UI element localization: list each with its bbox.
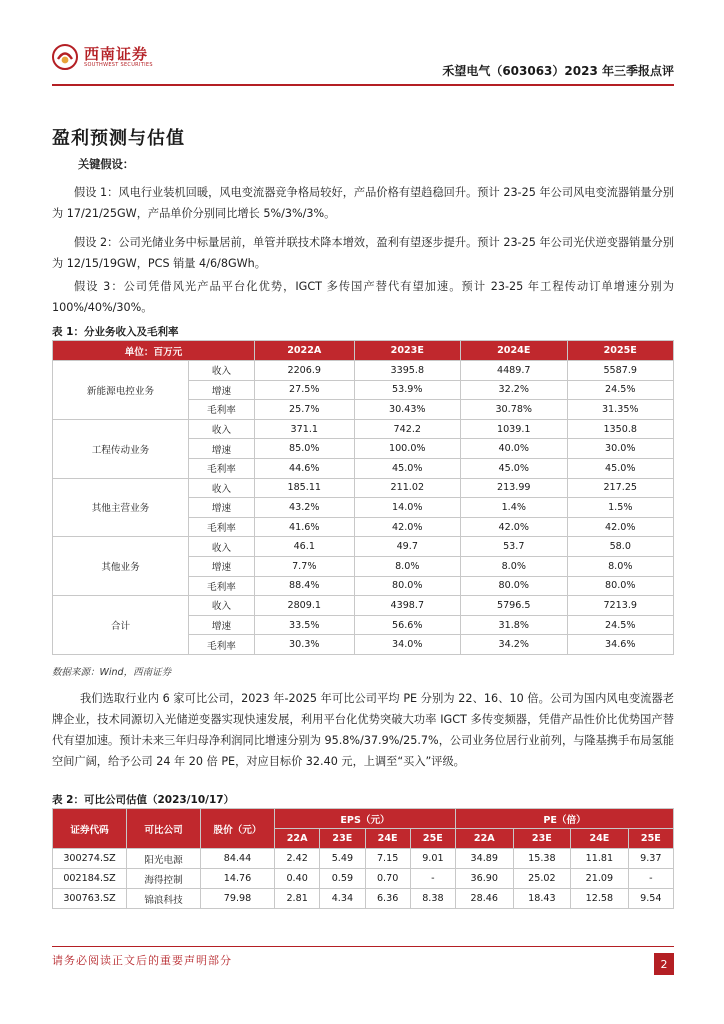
table-cell: 18.43: [513, 889, 571, 909]
table-cell: 30.43%: [354, 400, 460, 420]
metric-label: 收入: [189, 596, 255, 616]
table-cell: -: [628, 869, 673, 889]
year-header: 2022A: [255, 341, 355, 361]
table-cell: 300274.SZ: [53, 849, 127, 869]
year-header: 2023E: [354, 341, 460, 361]
table-cell: 7.15: [365, 849, 410, 869]
metric-label: 收入: [189, 478, 255, 498]
metric-label: 毛利率: [189, 458, 255, 478]
table-cell: 371.1: [255, 419, 355, 439]
table-cell: 185.11: [255, 478, 355, 498]
table-cell: 4489.7: [461, 361, 567, 381]
company-header: 可比公司: [127, 809, 201, 849]
table-cell: 阳光电源: [127, 849, 201, 869]
code-header: 证券代码: [53, 809, 127, 849]
page-header: [0, 0, 724, 86]
pe-year-header: 24E: [571, 829, 629, 849]
table-cell: 32.2%: [461, 380, 567, 400]
table-cell: 0.40: [275, 869, 320, 889]
pe-year-header: 22A: [456, 829, 514, 849]
table-cell: 7.7%: [255, 556, 355, 576]
table-row: [53, 478, 674, 498]
table-cell: 7213.9: [567, 596, 674, 616]
logo-name-cn: 西南证券: [84, 44, 149, 63]
table-cell: 42.0%: [354, 517, 460, 537]
table-cell: 12.58: [571, 889, 629, 909]
table-row: [53, 361, 674, 381]
table-cell: 21.09: [571, 869, 629, 889]
table-cell: 53.9%: [354, 380, 460, 400]
table1-caption: 表 1：分业务收入及毛利率: [52, 326, 179, 338]
table1-header-row: [53, 341, 674, 361]
table-cell: 14.0%: [354, 498, 460, 518]
table-cell: 88.4%: [255, 576, 355, 596]
assumption-3: 假设 3：公司凭借风光产品平台化优势，IGCT 多传国产替代有望加速。预计 23-25 年工程传动订单增速分别为 100%/40%/30%。: [52, 280, 674, 314]
peer-valuation-table: [52, 808, 674, 909]
table-cell: 34.89: [456, 849, 514, 869]
table-cell: 49.7: [354, 537, 460, 557]
table-cell: 34.2%: [461, 635, 567, 655]
table-cell: 1350.8: [567, 419, 674, 439]
segment-name: 工程传动业务: [53, 419, 189, 478]
table-cell: 002184.SZ: [53, 869, 127, 889]
table-cell: 42.0%: [461, 517, 567, 537]
table-cell: 4.34: [320, 889, 365, 909]
metric-label: 收入: [189, 537, 255, 557]
table-cell: 33.5%: [255, 615, 355, 635]
table-cell: 43.2%: [255, 498, 355, 518]
segment-name: 新能源电控业务: [53, 361, 189, 420]
table-cell: 9.37: [628, 849, 673, 869]
metric-label: 毛利率: [189, 517, 255, 537]
table-cell: 28.46: [456, 889, 514, 909]
report-title: 禾望电气（603063）2023 年三季报点评: [442, 64, 674, 78]
table-cell: 36.90: [456, 869, 514, 889]
eps-year-header: 22A: [275, 829, 320, 849]
table-cell: 58.0: [567, 537, 674, 557]
table-cell: 5.49: [320, 849, 365, 869]
segment-revenue-table: [52, 340, 674, 655]
section-title: 盈利预测与估值: [52, 128, 185, 149]
table-cell: 45.0%: [461, 458, 567, 478]
table-row: [53, 596, 674, 616]
table-cell: 9.54: [628, 889, 673, 909]
table-cell: 217.25: [567, 478, 674, 498]
table-cell: 24.5%: [567, 615, 674, 635]
table-cell: 24.5%: [567, 380, 674, 400]
table-cell: 30.78%: [461, 400, 567, 420]
table-cell: 11.81: [571, 849, 629, 869]
table-row: [53, 889, 674, 909]
table-cell: 海得控制: [127, 869, 201, 889]
table-cell: 300763.SZ: [53, 889, 127, 909]
table-cell: 2206.9: [255, 361, 355, 381]
table-cell: 56.6%: [354, 615, 460, 635]
logo-emblem-icon: [52, 44, 78, 70]
pe-year-header: 23E: [513, 829, 571, 849]
assumption-1: 假设 1：风电行业装机回暖，风电变流器竞争格局较好，产品价格有望趋稳回升。预计 23-25 年公司风电变流器销量分别为 17/21/25GW，产品单价分别同比增长 5%/3%/3%。: [52, 186, 674, 220]
table-cell: 25.7%: [255, 400, 355, 420]
pe-year-header: 25E: [628, 829, 673, 849]
valuation-paragraph: 我们选取行业内 6 家可比公司，2023 年-2025 年可比公司平均 PE 分别为 22、16、10 倍。公司为国内风电变流器老牌企业，技术同源切入光储逆变器实现快速发展，利用平台化优势突破大功率 IGCT 多传变频器，凭借产品性价比优势国产替代有望加速。预计未来三年归母净利润同比增速分别为 95.8%/37.9%/25.7%，公司业务位居行业前列，与隆基携手布局氢能空间广阔，给予公司 24 年 20 倍 PE，对应目标价 32.40 元，上调至“买入”评级。: [52, 692, 674, 768]
table-cell: 34.0%: [354, 635, 460, 655]
eps-year-header: 25E: [410, 829, 455, 849]
table-cell: 30.0%: [567, 439, 674, 459]
table-cell: 79.98: [201, 889, 275, 909]
eps-year-header: 23E: [320, 829, 365, 849]
table-cell: 211.02: [354, 478, 460, 498]
table-cell: 40.0%: [461, 439, 567, 459]
header-divider: [52, 84, 674, 86]
table-cell: -: [410, 869, 455, 889]
logo-name-en: SOUTHWEST SECURITIES: [84, 61, 153, 68]
table-row: [53, 869, 674, 889]
table-cell: 100.0%: [354, 439, 460, 459]
table-cell: 2.42: [275, 849, 320, 869]
table-cell: 4398.7: [354, 596, 460, 616]
metric-label: 增速: [189, 439, 255, 459]
table-cell: 84.44: [201, 849, 275, 869]
table-cell: 30.3%: [255, 635, 355, 655]
metric-label: 毛利率: [189, 576, 255, 596]
table-cell: 6.36: [365, 889, 410, 909]
table-cell: 5587.9: [567, 361, 674, 381]
table-cell: 31.35%: [567, 400, 674, 420]
metric-label: 增速: [189, 556, 255, 576]
disclaimer-note: 请务必阅读正文后的重要声明部分: [52, 954, 232, 967]
page-number: 2: [654, 953, 674, 975]
table-cell: 1039.1: [461, 419, 567, 439]
table-cell: 8.0%: [461, 556, 567, 576]
table-cell: 46.1: [255, 537, 355, 557]
table-cell: 9.01: [410, 849, 455, 869]
table-cell: 80.0%: [567, 576, 674, 596]
table2-caption: 表 2：可比公司估值（2023/10/17）: [52, 794, 235, 806]
metric-label: 收入: [189, 419, 255, 439]
table-cell: 2809.1: [255, 596, 355, 616]
table-cell: 8.0%: [354, 556, 460, 576]
key-assumptions-label: 关键假设：: [78, 158, 134, 171]
table-cell: 41.6%: [255, 517, 355, 537]
pe-header: PE（倍）: [456, 809, 674, 829]
table-cell: 27.5%: [255, 380, 355, 400]
table-row: [53, 419, 674, 439]
table-cell: 45.0%: [354, 458, 460, 478]
table2-header-row: [53, 809, 674, 829]
metric-label: 增速: [189, 380, 255, 400]
year-header: 2025E: [567, 341, 674, 361]
table1-source: 数据来源：Wind，西南证券: [52, 667, 172, 678]
segment-name: 其他主营业务: [53, 478, 189, 537]
table-cell: 3395.8: [354, 361, 460, 381]
metric-label: 毛利率: [189, 400, 255, 420]
table-cell: 8.38: [410, 889, 455, 909]
table-cell: 45.0%: [567, 458, 674, 478]
table-row: [53, 537, 674, 557]
table-cell: 85.0%: [255, 439, 355, 459]
table-cell: 0.59: [320, 869, 365, 889]
table-cell: 1.4%: [461, 498, 567, 518]
table-cell: 25.02: [513, 869, 571, 889]
metric-label: 收入: [189, 361, 255, 381]
eps-year-header: 24E: [365, 829, 410, 849]
table-cell: 31.8%: [461, 615, 567, 635]
table-cell: 44.6%: [255, 458, 355, 478]
table-cell: 213.99: [461, 478, 567, 498]
table-cell: 53.7: [461, 537, 567, 557]
table-cell: 0.70: [365, 869, 410, 889]
metric-label: 增速: [189, 615, 255, 635]
table-cell: 5796.5: [461, 596, 567, 616]
table-cell: 80.0%: [461, 576, 567, 596]
table-row: [53, 849, 674, 869]
table-cell: 742.2: [354, 419, 460, 439]
segment-name: 其他业务: [53, 537, 189, 596]
brand-logo: [52, 44, 153, 70]
price-header: 股价（元）: [201, 809, 275, 849]
segment-name: 合计: [53, 596, 189, 655]
assumption-2: 假设 2：公司光储业务中标量居前，单管并联技术降本增效，盈利有望逐步提升。预计 23-25 年公司光伏逆变器销量分别为 12/15/19GW，PCS 销量 4/6/8GWh。: [52, 236, 674, 270]
unit-header: 单位：百万元: [53, 341, 255, 361]
year-header: 2024E: [461, 341, 567, 361]
table-cell: 80.0%: [354, 576, 460, 596]
metric-label: 增速: [189, 498, 255, 518]
table-cell: 2.81: [275, 889, 320, 909]
table-cell: 15.38: [513, 849, 571, 869]
table-cell: 8.0%: [567, 556, 674, 576]
metric-label: 毛利率: [189, 635, 255, 655]
footer-divider: [52, 946, 674, 947]
eps-header: EPS（元）: [275, 809, 456, 829]
table-cell: 34.6%: [567, 635, 674, 655]
table-cell: 42.0%: [567, 517, 674, 537]
table-cell: 1.5%: [567, 498, 674, 518]
table-cell: 14.76: [201, 869, 275, 889]
table-cell: 锦浪科技: [127, 889, 201, 909]
